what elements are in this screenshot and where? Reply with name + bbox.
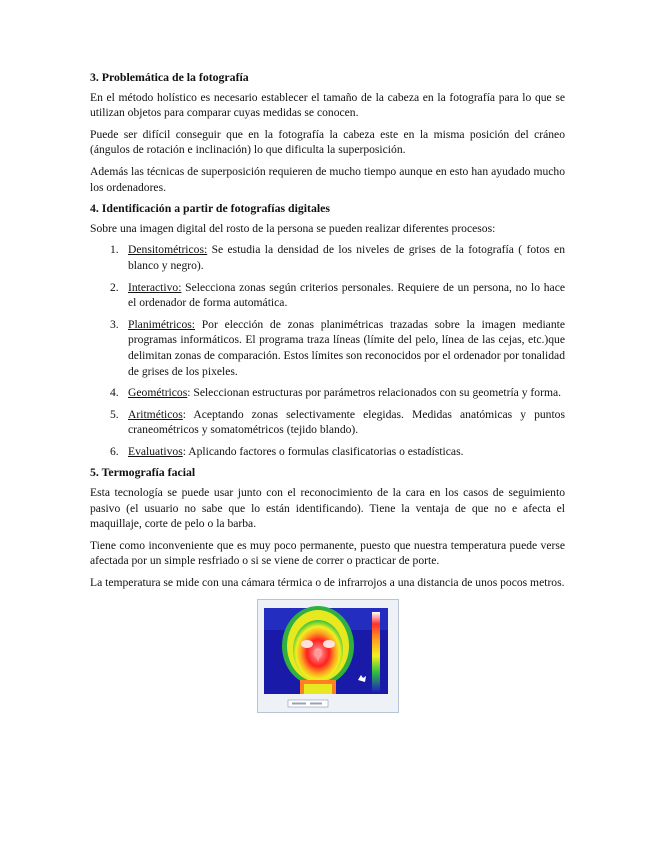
paragraph: Puede ser difícil conseguir que en la fotografía la cabeza este en la misma posición del cráneo (ángulos de rotación e inclinación) lo que dificulta la superposición. — [90, 127, 565, 157]
paragraph: Sobre una imagen digital del rosto de la persona se pueden realizar diferentes procesos: — [90, 221, 496, 235]
paragraph: En el método holístico es necesario establecer el tamaño de la cabeza en la fotografía para lo que se utilizan objetos para comparar cuyas medidas se conocen. — [90, 90, 565, 120]
list-text: Selecciona zonas según criterios personales. Requiere de un persona, no lo hace el ordenador de forma automática. — [128, 280, 565, 310]
section-5-heading: 5. Termografía facial — [90, 465, 196, 480]
thermal-face-image — [257, 599, 399, 713]
list-text: Por elección de zonas planimétricas trazadas sobre la imagen mediante programas informáticos. El programa traza líneas (límite del pelo, línea de las cejas, etc.)que delimitan zonas de comparación. Estos límites son reconocidos por el ordenador por tonalidad de grises de los pixeles. — [128, 317, 565, 378]
thermal-image-graphic — [258, 600, 398, 712]
paragraph: Tiene como inconveniente que es muy poco permanente, puesto que nuestra temperatura puede verse afectada por un simple resfriado o si se viene de correr o practicar de porte. — [90, 538, 565, 568]
paragraph: La temperatura se mide con una cámara térmica o de infrarrojos a una distancia de unos pocos metros. — [90, 576, 565, 590]
temperature-scale — [372, 612, 380, 692]
list-text: : Aceptando zonas selectivamente elegidas. Medidas anatómicas y puntos craneométricos y somatométricos (tejido blando). — [128, 407, 565, 437]
list-item — [90, 407, 565, 438]
list-item — [90, 385, 565, 401]
document-page — [90, 70, 565, 713]
list-term: Geométricos — [128, 386, 188, 400]
list-item — [90, 280, 565, 311]
list-item — [90, 242, 565, 273]
section-3-heading: 3. Problemática de la fotografía — [90, 70, 249, 84]
section-4-heading: 4. Identificación a partir de fotografías digitales — [90, 201, 330, 216]
paragraph: Esta tecnología se puede usar junto con el reconocimiento de la cara en los casos de seguimiento pasivo (el usuario no sabe que lo están identificando). Tiene la ventaja de que no e afecta el maquillaje, corte de pelo o la barba. — [90, 486, 565, 531]
list-term: Evaluativos — [128, 444, 183, 458]
figure — [90, 599, 565, 713]
list-text: : Seleccionan estructuras por parámetros relacionados con su geometría y forma. — [187, 386, 562, 400]
list-number: 4. — [110, 386, 119, 400]
list-term: Densitométricos: — [128, 243, 208, 257]
list-text: : Aplicando factores o formulas clasificatorias o estadísticas. — [182, 444, 464, 458]
process-list — [90, 242, 565, 459]
list-number: 2. — [110, 280, 119, 294]
list-item — [90, 317, 565, 379]
list-term: Aritméticos — [128, 407, 183, 421]
list-number: 5. — [110, 407, 119, 421]
paragraph: Además las técnicas de superposición requieren de mucho tiempo aunque en esto han ayudado mucho los ordenadores. — [90, 164, 565, 194]
list-term: Planimétricos: — [128, 317, 195, 331]
list-number: 6. — [110, 444, 119, 458]
list-term: Interactivo: — [128, 280, 182, 294]
list-item — [90, 444, 565, 460]
list-text: Se estudia la densidad de los niveles de grises de la fotografía ( fotos en blanco y negro). — [128, 243, 565, 272]
list-number: 3. — [110, 317, 119, 331]
list-number: 1. — [110, 243, 119, 257]
